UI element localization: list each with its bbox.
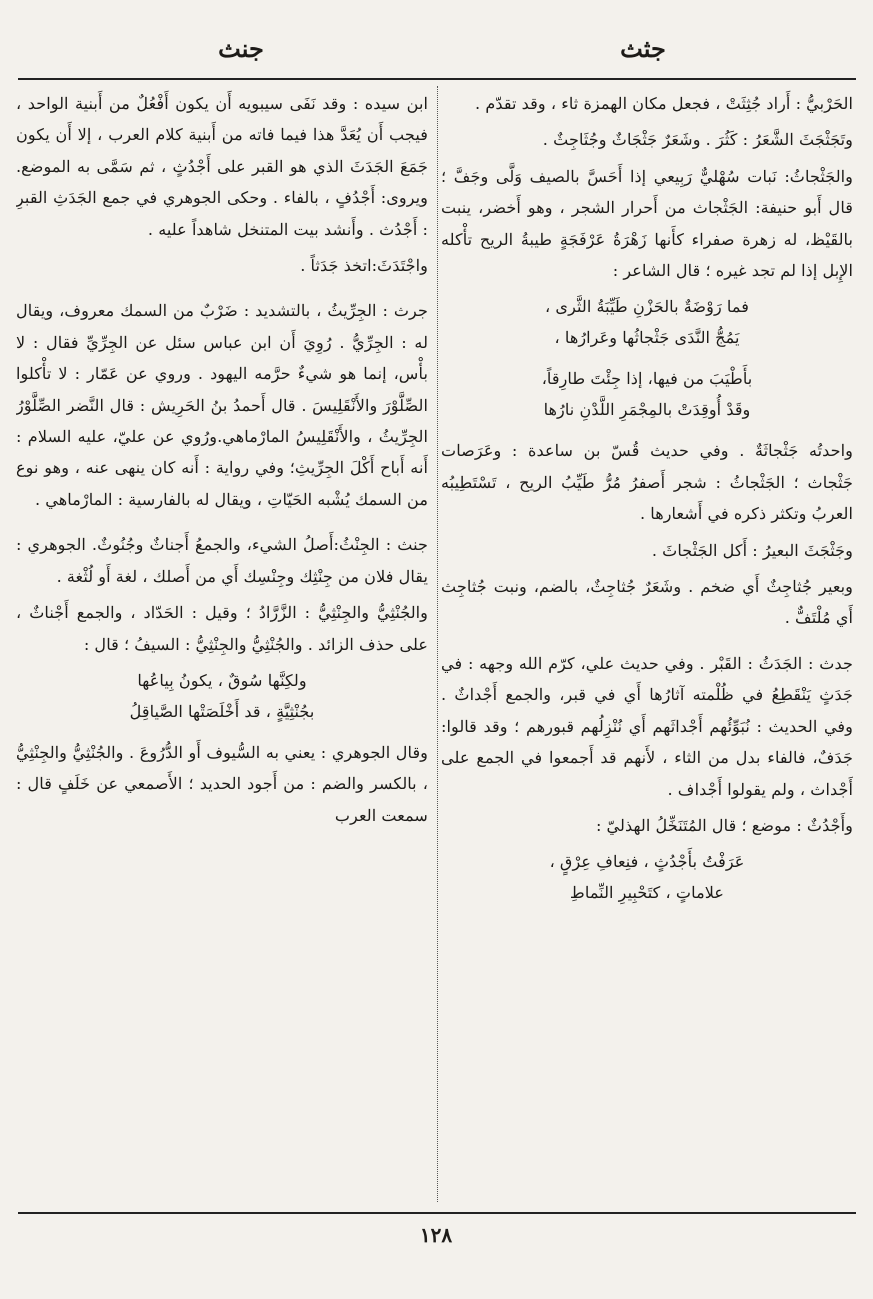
entry-jdth: جدث : الجَدَثُ : القَبْر . وفي حديث علي، كرّم الله وجهه : في جَدَثٍ يَنْقَطِعُ في ظُلْمته آثارُها أَي في قبر، والجمع أَجْداثٌ . وفي الحديث : نُبَوِّئُهم أَجْداثَهم أَي نُنْزِلُهم قبورهم ؛ وقد قالوا: جَدَفٌ، فالفاء بدل من الثاء ، لأَنهم قد أَجمعوا في الجمع على أَجْداث ، ولم يقولوا أَجْداف . bbox=[441, 653, 853, 799]
entry-paragraph: وجَثْجَثَ البعيرُ : أَكل الجَثْجاثَ . bbox=[651, 540, 853, 560]
verse-block bbox=[441, 846, 853, 908]
running-header-left: جنث bbox=[218, 34, 264, 63]
verse-line: بأَطْيَبَ من فيها، إذا جِئْتَ طارِقاً، bbox=[541, 369, 753, 389]
entry-paragraph: وتَجَثْجَثَ الشَّعَرُ : كَثُرَ . وشَعَرٌ جَثْجَاثٌ وجُثَاجِثٌ . bbox=[542, 130, 853, 150]
entry-paragraph: واجْتَدَثَ:اتخذ جَدَثاً . bbox=[300, 256, 428, 276]
verse-block bbox=[16, 665, 428, 727]
entry-paragraph: والجَثْجاثُ: نَبات سُهْليٌّ رَبِيعي إذا أَحَسَّ بالصيف وَلَّى وجَفَّ ؛ قال أَبو حنيفة: الجَثْجاث من أَحرار الشجر ، وهو أَخضر، ينبت بالقَيْظ، له زهرة صفراء كأَنها زَهْرَةُ عَرْفَجَةٍ طيبةُ الريح تأْكله الإِبل إذا لم تجد غيره ؛ قال الشاعر : bbox=[441, 166, 853, 281]
verse-line: علاماتٍ ، كتَحْبِيرِ النِّماطِ bbox=[569, 883, 725, 903]
entry-paragraph: وقال الجوهري : يعني به السُّيوف أَو الدُّرُوعَ . والجُنْثِيُّ والجِنْثِيُّ ، بالكسر والضم : من أَجود الحديد ؛ الأَصمعي عن خَلَفٍ قال : سمعت العرب bbox=[16, 742, 428, 825]
page-number: ١٢٨ bbox=[419, 1223, 453, 1247]
left-column bbox=[16, 88, 428, 1206]
entry-paragraph: والجُنْثِيُّ والجِنْثِيُّ : الزَّرَّادُ ؛ وقيل : الحَدّاد ، والجمع أَجْناثٌ ، على حذف الزائد . والجُنْثِيُّ والجِنْثِيُّ : السيفُ ؛ قال : bbox=[16, 603, 428, 654]
verse-block bbox=[441, 291, 853, 353]
entry-jnth: جنث : الجِنْثُ:أَصلُ الشيء، والجمعُ أَجناثٌ وجُنُوثٌ. الجوهري : يقال فلان من جِنْثِك وجِنْسِك أَي من أَصلك ، لغة أَو لُثْغة . bbox=[16, 535, 428, 586]
entry-paragraph: وبعير جُثاجِثٌ أَي ضخم . وشَعَرٌ جُثاجِثٌ، بالضم، ونبت جُثاجِث أَي مُلْتَفٌّ . bbox=[441, 577, 853, 628]
verse-line: يَمُجُّ النَّدَى جَثْجاثُها وعَرارُها ، bbox=[554, 328, 740, 348]
verse-line: وقَدْ أُوقِدَتْ بالمِجْمَرِ اللَّدْنِ نارُها bbox=[543, 400, 751, 420]
column-divider bbox=[437, 86, 438, 1202]
entry-jrth: جرث : الجِرِّيثُ ، بالتشديد : ضَرْبٌ من السمك معروف، ويقال له : الجِرِّيُّ . رُوِيَ أَن ابن عباس سئل عن الجِرِّيِّ فقال : لا بأْس، إنما هو شيءٌ حرَّمه اليهود . وروي عن عَمّار : لا تأْكلوا الصِّلَّوْرَ والأَنْقَلِيسَ . قال أَحمدُ بنُ الحَرِيش : قال النَّضر الصِّلَّوْرُ الجِرِّيثُ ، والأَنْقَلِيسُ المارْماهي.ورُوي عن عليّ، عليه السلام : أَنه أَباح أَكْلَ الجِرِّيثِ؛ وفي رواية : أَنه كان ينهى عنه ، وهو نوع من السمك يُشْبه الحَيّاتِ ، ويقال له بالفارسية : المارْماهي . bbox=[16, 301, 428, 509]
running-header-right: جثث bbox=[620, 34, 666, 63]
entry-paragraph: واحدتُه جَثْجاثَةٌ . وفي حديث قُسّ بن ساعدة : وعَرَصات جَثْجاث ؛ الجَثْجاثُ : شجر أَصفرُ مُرُّ طَيِّبُ الريح ، تَسْتَطِيبُه العربُ وتكثر ذكره في أَشعارها . bbox=[441, 441, 853, 524]
verse-line: ولكِنَّها سُوقٌ ، يكونُ بِياعُها bbox=[137, 670, 307, 690]
verse-line: فما رَوْضَةٌ بالحَزْنِ طَيِّبَةُ الثَّرى ، bbox=[545, 297, 749, 317]
right-column bbox=[441, 88, 853, 1206]
entry-paragraph: ابن سيده : وقد نَفَى سيبويه أَن يكون أَفْعُلٌ من أَبنية الواحد ، فيجب أَن يُعَدَّ هذا فيما فاته من أَبنية كلام العرب ، إلا أَن يكون جَمَعَ الجَدَثَ الذي هو القبر على أَجْدُثٍ ، ثم سَمَّى به الموضع. ويروى: أَجْدُفٍ ، بالفاء . وحكى الجوهري في جمع الجَدَثِ القبرِ : أَجْدُث . وأَنشد بيت المتنخل شاهداً عليه . bbox=[16, 94, 428, 239]
entry-paragraph: وأَجْدُثٌ : موضع ؛ قال المُتَنَخِّلُ الهذليّ : bbox=[595, 815, 853, 835]
footer-rule bbox=[18, 1212, 856, 1214]
entry-paragraph: الحَرْبيُّ : أَراد جُثِثَتْ ، فجعل مكان الهمزة ثاء ، وقد تقدّم . bbox=[475, 94, 853, 113]
verse-block bbox=[441, 363, 853, 425]
verse-line: بجُنْثِيَّةٍ ، قد أَخْلَصَتْها الصَّياقِلُ bbox=[129, 701, 315, 721]
verse-line: عَرَفْتُ بأَجْدُثٍ ، فنِعافِ عِرْقٍ ، bbox=[549, 852, 745, 872]
header-rule bbox=[18, 78, 856, 80]
